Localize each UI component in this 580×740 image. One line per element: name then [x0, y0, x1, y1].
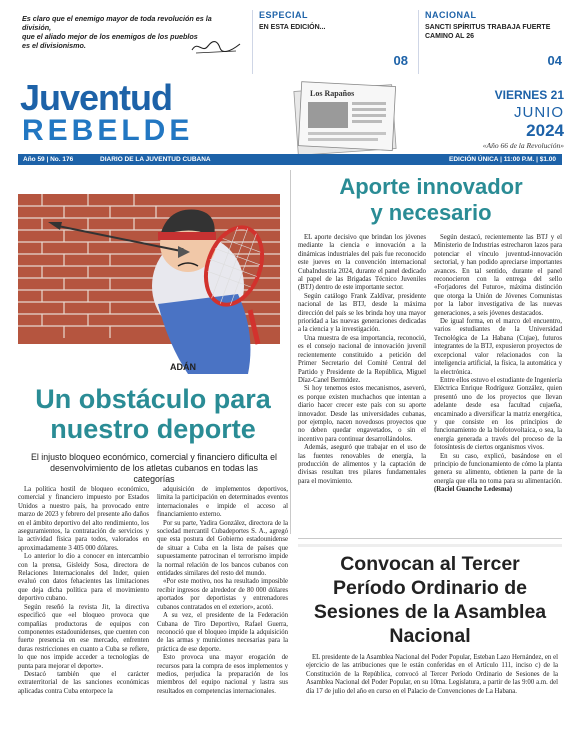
paragraph: Si hoy tenemos estos mecanismos, aseveró, es porque existen muchachos que intentan a diario hacer crecer este país con su aporte innovador. Desde las universidades cubanas, por ejemplo, nacen novedosos proyectos que no deben quedar engavetados, o sin el incentivo para continuar desarrollándolos.	[298, 385, 426, 443]
thumbnail-title: Los Rapaños	[310, 89, 355, 98]
column-divider	[290, 170, 291, 534]
paragraph: Además, aseguró que trabajar en el uso de las fuentes renovables de energía, la producción de alimentos y la captación de divisas resultan tres pilares fundamentales para el movimiento.	[298, 444, 426, 485]
right-headline[interactable]	[300, 174, 562, 226]
logo-rebelde: REBELDE	[22, 114, 194, 147]
paragraph: Según destacó, recientemente las BTJ y el Ministerio de Industrias estrecharon lazos para potenciar el vínculo juventud-innovación sectorial, y han podido apreciarse importantes avances. En tal sentido, durante el panel reconocieron con la entrega del sello «Forjadores del Futuro», máxima distinción que otorga la Unión de Jóvenes Comunistas por la labor investigativa de las nuevas generaciones, a seis jóvenes destacados.	[434, 234, 562, 317]
right-article-body	[298, 234, 562, 532]
headline-line: Período Ordinario de	[333, 577, 527, 599]
paragraph: Por su parte, Yadira González, directora de la sociedad mercantil Cubadeportes S. A., agregó que esta postura del Gobierno estadounidense de situar a Cuba en la lista de países que supuestamente patrocinan el terrorismo impide la normal relación de los bancos cubanos con entidades similares del resto del mundo.	[157, 519, 288, 578]
newspaper-thumbnail[interactable]	[290, 78, 400, 156]
bottom-article-body: EL presidente de la Asamblea Nacional del Poder Popular, Esteban Lazo Hernández, en el ejercicio de las atribuciones que le están conferidas en el Artículo 111, inciso c) de la Constitución de la República, convocó al Tercer Período Ordinario de Sesiones de la Asamblea Nacional del Poder Popular, en su 10ma. Legislatura, a partir de las 9:00 a.m. del día 17 de julio del año en curso en el Palacio de Convenciones de La Habana.	[306, 654, 558, 695]
promo-text: SANCTI SPÍRITUS TRABAJA FUERTE CAMINO AL 26	[425, 24, 551, 40]
headline-line: Convocan al Tercer	[340, 553, 520, 575]
illustration-signature: ADÁN	[170, 362, 196, 372]
edition-price: EDICIÓN ÚNICA | 11:00 P.M. | $1.00	[449, 156, 556, 163]
left-article-body	[18, 486, 288, 734]
promo-especial[interactable]	[252, 10, 414, 74]
paragraph: Entre ellos estuvo el estudiante de Ingeniería Eléctrica Enrique Rodríguez González, quien presentó uno de los proyectos que llevan adelante desde esa facultad cujaeña, encaminado a diversificar la matriz energética, y que consiste en los principios de funcionamiento de la biofotovoltaica, o sea, la energía generada a través del proceso de la fotosíntesis de ciertos organismos vivos.	[434, 376, 562, 452]
headline-line: y necesario	[370, 200, 492, 225]
info-bar	[18, 154, 562, 165]
paragraph: De igual forma, en el marco del encuentro, varios estudiantes de la Universidad Tecnológica de La Habana (Cujae), futuros integrantes de la BTJ, expusieron proyectos de excepcional valor relacionados con la inteligencia artificial, la física, la automática y la electrónica.	[434, 318, 562, 376]
logo-juventud: Juventud	[20, 77, 173, 118]
paragraph: Según catálogo Frank Zaldívar, presidente nacional de las BTJ, desde la máxima dirección del país se les brinda hoy una mayor prioridad a las nuevas generaciones dedicadas a la ciencia y la investigación.	[298, 292, 426, 334]
text-column	[298, 234, 426, 532]
text-column	[434, 234, 562, 532]
issue-number: Año 59 | No. 176	[23, 156, 74, 163]
paragraph: Lo anterior lo dio a conocer en intercambio con la prensa, Gisleidy Sosa, directora de Relaciones Internacionales del Inder, quien evaluó con datos fehacientes las limitaciones que deja dicha política para el movimiento deportivo cubano.	[18, 553, 149, 603]
date-anniversary: «Año 66 de la Revolución»	[482, 141, 564, 150]
date-month: JUNIO	[514, 104, 564, 121]
promo-page-number: 04	[547, 53, 562, 68]
section-divider	[298, 538, 562, 539]
promo-section: ESPECIAL	[259, 10, 309, 20]
quote-line: Es claro que el enemigo mayor de toda revolución es la división,	[22, 14, 212, 32]
signature-icon	[190, 38, 242, 56]
masthead	[0, 0, 580, 172]
bottom-headline[interactable]	[304, 552, 556, 648]
tagline: DIARIO DE LA JUVENTUD CUBANA	[100, 156, 211, 163]
quote-line: es el divisionismo.	[22, 41, 86, 50]
paragraph: Según reseñó la revista Jit, la directiva especificó que «el bloqueo provoca que compañías productoras de equipos con componentes estadounidenses, que cuenten con fuerte presencia en ese mercado, enfrenten duras restricciones en cuanto a Cuba se refiere, lo que nos impide acceder a tecnologías de punta para mejorar el deporte».	[18, 603, 149, 670]
paragraph: Esto provoca una mayor erogación de recursos para la compra de esos implementos y medios, perjudica la preparación de los miembros del equipo nacional y lastra sus resultados en competencias internacionales.	[157, 654, 288, 695]
cartoon-illustration	[18, 174, 280, 380]
author-credit: (Raciel Guanche Ledesma)	[434, 486, 513, 494]
promo-nacional[interactable]	[418, 10, 568, 74]
headline-line: Aporte innovador	[339, 174, 523, 199]
left-headline[interactable]: Un obstáculo para nuestro deporte	[35, 384, 271, 444]
quote-line: que el aliado mejor de los enemigos de los pueblos	[22, 32, 198, 41]
headline-line: Nacional	[389, 625, 471, 647]
left-deck: El injusto bloqueo económico, comercial y financiero dificulta el desenvolvimiento de los atletas cubanos en todas las categorías	[31, 452, 277, 484]
paragraph: «Por este motivo, nos ha resultado imposible recibir ingresos de alrededor de 80 000 dólares aportados por deportistas y entrenadores cubanos contratados en el exterior», acotó.	[157, 578, 288, 611]
paragraph: adquisición de implementos deportivos, limita la participación en determinados eventos internacionales e impide el acceso al financiamiento externo.	[157, 486, 288, 519]
paragraph: EL aporte decisivo que brindan los jóvenes mediante la ciencia e innovación a la dinámicas industriales del país fue reconocido este jueves en la convención internacional CubaIndustria 2024, durante el panel dedicado al papel de las Brigadas Técnico Juveniles (BTJ) dentro de este importante sector.	[298, 234, 426, 292]
promo-section: NACIONAL	[425, 10, 477, 20]
text-column	[18, 486, 149, 734]
issue-date	[483, 88, 564, 150]
paragraph: Una muestra de esa importancia, reconoció, es el consejo nacional de innovación juvenil recientemente constituido a petición del Primer Secretario del Comité Central del Partido y Presidente de la República, Miguel Díaz-Canel Bermúdez.	[298, 334, 426, 384]
text-column	[157, 486, 288, 734]
paragraph: A su vez, el presidente de la Federación Cubana de Tiro Deportivo, Rafael Guerra, reconoció que el bloqueo impide la adquisición de las armas y municiones necesarias para la práctica de ese deporte.	[157, 612, 288, 653]
paragraph: En su caso, explicó, basándose en el principio de funcionamiento de cómo la planta genera su alimento, obtienen la parte de la energía que ella no toma para su alimentación.	[434, 452, 562, 485]
promo-text: EN ESTA EDICIÓN...	[259, 24, 326, 31]
date-day: VIERNES 21	[494, 88, 564, 102]
headline-line: Sesiones de la Asamblea	[313, 601, 547, 623]
date-year: 2024	[526, 121, 564, 140]
paragraph: Destacó también que el carácter extraterritorial de las sanciones económicas aplicadas contra Cuba entorpece la	[18, 670, 149, 695]
promo-page-number: 08	[393, 53, 408, 68]
paragraph: La política hostil de bloqueo económico, comercial y financiero impuesto por Estados Unidos a nuestro país, ha provocado entre marzo de 2023 y febrero del presente año daños en el ámbito deportivo del alto rendimiento, los aseguramientos, la contratación de servicios y la actividad física para todos, valorados en aproximadamente 3 405 000 dólares.	[18, 486, 149, 552]
